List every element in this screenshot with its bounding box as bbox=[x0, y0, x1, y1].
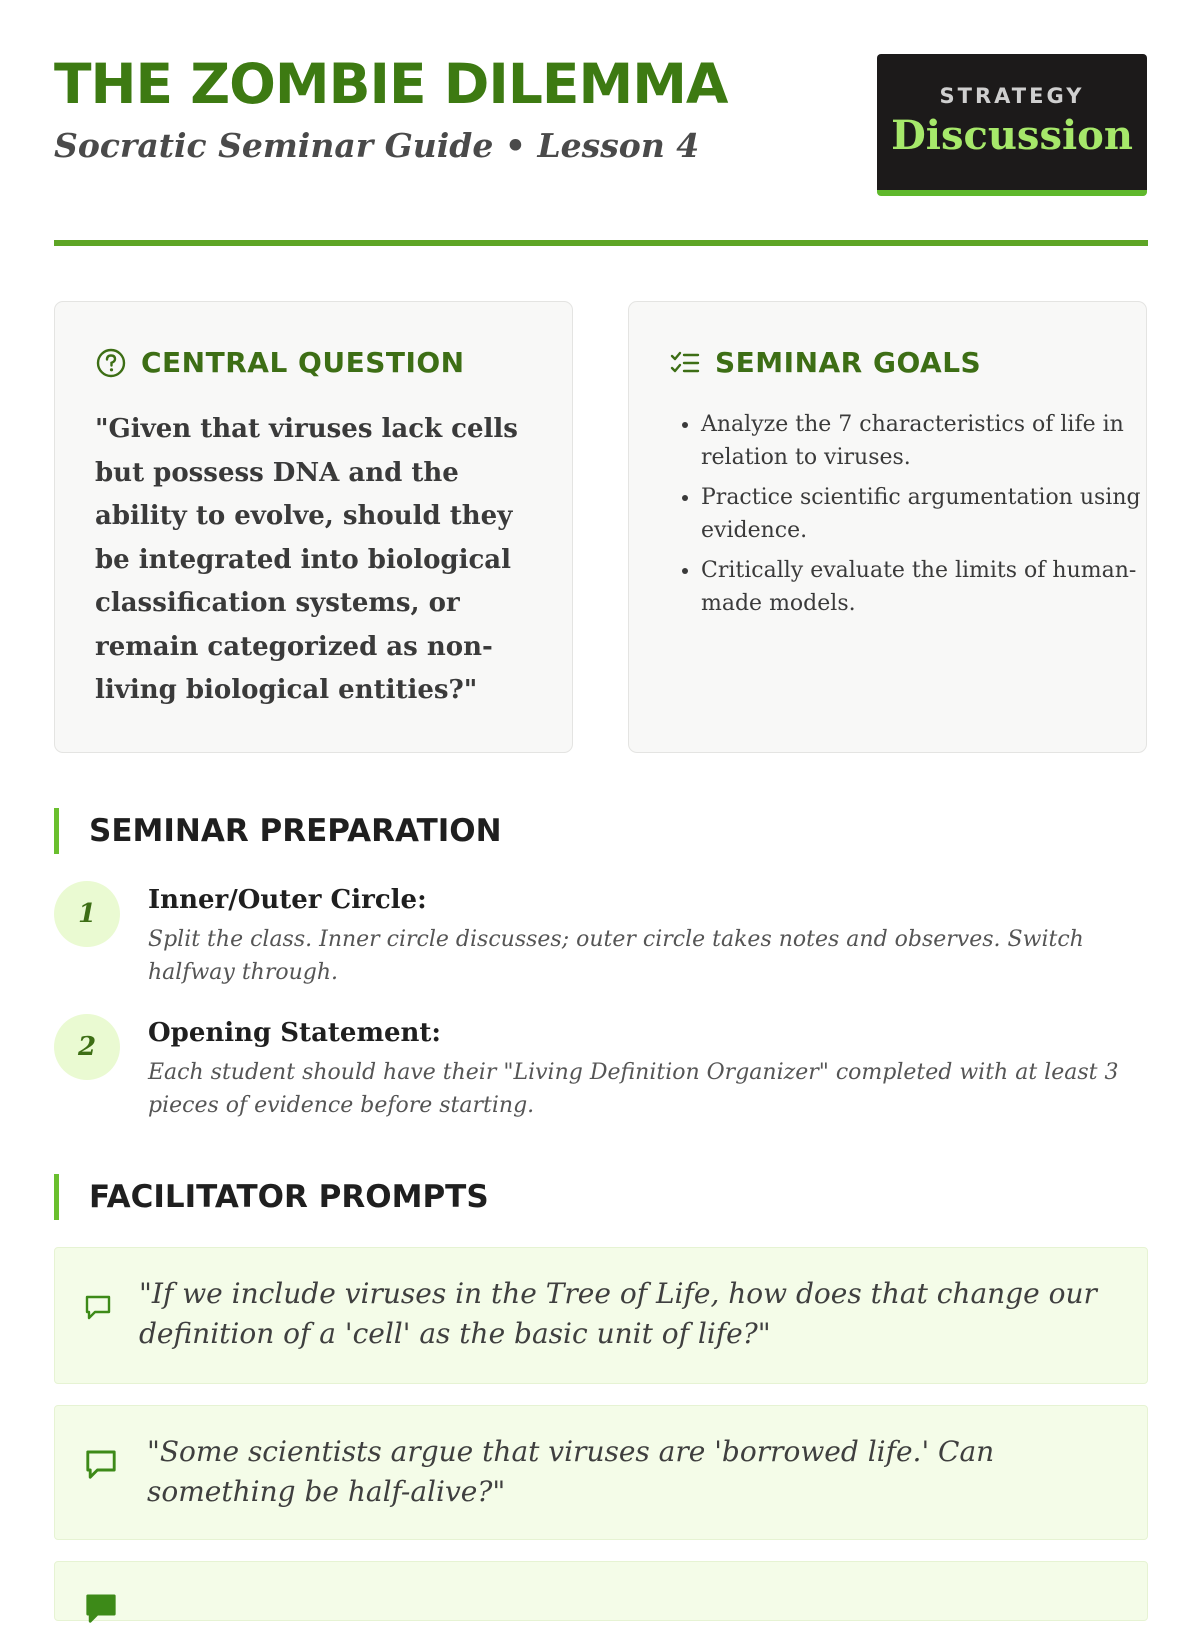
prompt-text: "Some scientists argue that viruses are 'borrowed life.' Can something be half-alive?" bbox=[147, 1435, 995, 1508]
header-divider bbox=[54, 240, 1148, 246]
seminar-goals-list bbox=[669, 408, 1141, 627]
checklist-icon bbox=[669, 347, 701, 379]
speech-bubble-icon bbox=[83, 1292, 113, 1322]
facilitator-prompts-header bbox=[54, 1174, 489, 1220]
prompt-text: "If we include viruses in the Tree of Life, how does that change our definition of a 'cell' as the basic unit of life?" bbox=[139, 1277, 1097, 1350]
strategy-badge bbox=[877, 54, 1147, 196]
speech-bubble-icon bbox=[83, 1446, 119, 1482]
step-description: Split the class. Inner circle discusses; outer circle takes notes and observes. Switch halfway through. bbox=[148, 927, 1084, 985]
step-title: Inner/Outer Circle: bbox=[148, 885, 427, 915]
step-number: 2 bbox=[54, 1014, 120, 1080]
goal-item: • Critically evaluate the limits of human-made models. bbox=[701, 554, 1141, 620]
facilitator-prompt-card bbox=[54, 1561, 1148, 1621]
central-question-card bbox=[54, 301, 573, 753]
seminar-preparation-header bbox=[54, 808, 502, 854]
step-number: 1 bbox=[54, 881, 120, 947]
seminar-goals-card bbox=[628, 301, 1147, 753]
step-description: Each student should have their "Living Definition Organizer" completed with at least 3 pieces of evidence before starting. bbox=[148, 1060, 1119, 1118]
goal-item: • Analyze the 7 characteristics of life in relation to viruses. bbox=[701, 408, 1141, 474]
seminar-goals-heading: SEMINAR GOALS bbox=[715, 346, 982, 379]
step-title: Opening Statement: bbox=[148, 1018, 442, 1048]
facilitator-prompt-card bbox=[54, 1247, 1148, 1384]
seminar-goals-header bbox=[669, 346, 981, 379]
page-subtitle: Socratic Seminar Guide • Lesson 4 bbox=[54, 126, 700, 165]
facilitator-prompts-heading: FACILITATOR PROMPTS bbox=[89, 1179, 489, 1215]
goal-item: • Practice scientific argumentation using evidence. bbox=[701, 481, 1141, 547]
facilitator-prompt-card bbox=[54, 1405, 1148, 1540]
speech-bubble-icon bbox=[83, 1590, 119, 1626]
central-question-heading: CENTRAL QUESTION bbox=[141, 346, 465, 379]
central-question-text: "Given that viruses lack cells but possess DNA and the ability to evolve, should they be integrated into biological classification systems, or remain categorized as non-living biological entities?" bbox=[95, 414, 518, 705]
badge-kicker: STRATEGY bbox=[939, 84, 1085, 108]
page-title: THE ZOMBIE DILEMMA bbox=[54, 52, 728, 116]
question-circle-icon bbox=[95, 347, 127, 379]
central-question-header bbox=[95, 346, 465, 379]
badge-label: Discussion bbox=[891, 112, 1133, 159]
seminar-preparation-heading: SEMINAR PREPARATION bbox=[89, 813, 502, 849]
